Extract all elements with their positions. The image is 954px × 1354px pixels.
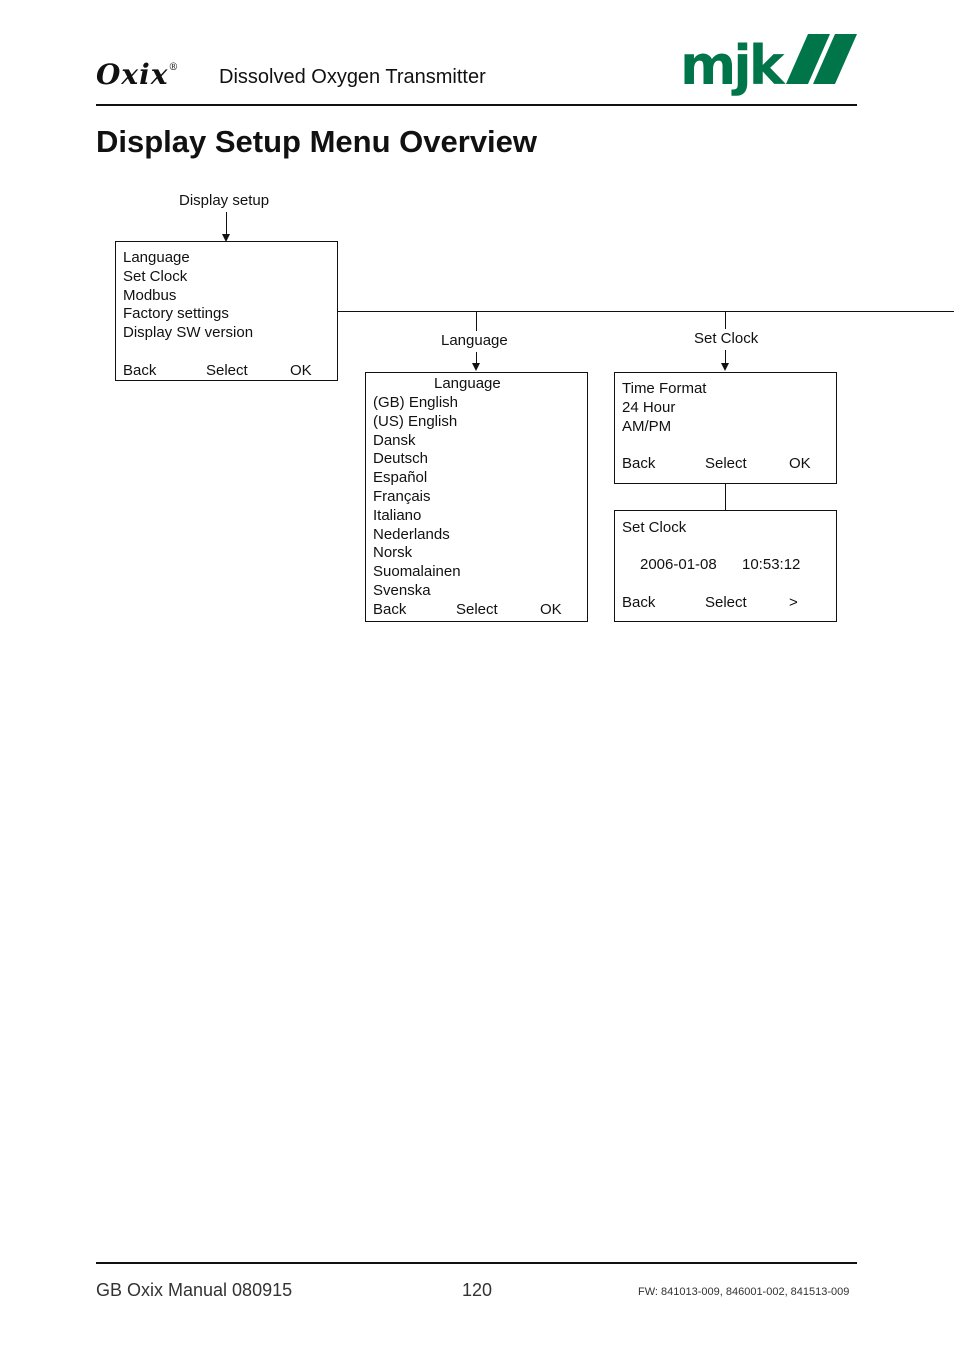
language-option: Svenska (373, 582, 431, 599)
clock-date: 2006-01-08 (640, 556, 717, 573)
menu-item-set-clock: Set Clock (123, 268, 188, 285)
softkey-select: Select (705, 455, 747, 472)
language-option: (GB) English (373, 394, 459, 411)
menu-item-language: Language (123, 249, 190, 266)
header-rule (96, 104, 857, 106)
mjk-logo (680, 30, 860, 102)
clock-connector-top (725, 311, 726, 329)
language-menu-box (365, 372, 588, 622)
language-option: Dansk (373, 432, 416, 449)
menu-item-modbus: Modbus (123, 287, 177, 304)
arrow-down-icon (472, 363, 480, 371)
clock-connector-bottom (725, 350, 726, 363)
root-label: Display setup (179, 192, 270, 209)
softkey-back: Back (373, 601, 407, 618)
language-option: Deutsch (373, 450, 429, 467)
language-option: Nederlands (373, 526, 450, 543)
softkey-next: > (789, 594, 798, 611)
language-connector-top (476, 311, 477, 331)
time-format-box (614, 372, 837, 484)
language-option: (US) English (373, 413, 458, 430)
language-branch-label: Language (441, 332, 508, 349)
language-option: Español (373, 469, 428, 486)
time-format-option-24h: 24 Hour (622, 399, 676, 416)
menu-item-display-sw-version: Display SW version (123, 324, 254, 341)
language-heading: Language (434, 375, 501, 392)
time-format-heading: Time Format (622, 380, 707, 397)
branch-line (338, 311, 954, 312)
softkey-ok: OK (540, 601, 562, 618)
footer-firmware: FW: 841013-009, 846001-002, 841513-009 (638, 1286, 850, 1298)
clock-time: 10:53:12 (742, 556, 801, 573)
softkey-back: Back (123, 362, 157, 379)
page-number: 120 (462, 1280, 493, 1300)
set-clock-heading: Set Clock (622, 519, 687, 536)
softkey-select: Select (705, 594, 747, 611)
set-clock-box (614, 510, 837, 622)
clock-branch-label: Set Clock (694, 330, 759, 347)
clock-inner-connector (725, 484, 726, 510)
main-menu-box (115, 241, 338, 381)
softkey-ok: OK (290, 362, 312, 379)
footer-manual-title: GB Oxix Manual 080915 (96, 1280, 293, 1300)
time-format-option-ampm: AM/PM (622, 418, 672, 435)
menu-item-factory-settings: Factory settings (123, 305, 229, 322)
softkey-back: Back (622, 594, 656, 611)
page-title: Display Setup Menu Overview (96, 124, 538, 159)
footer-rule (96, 1262, 857, 1264)
language-option: Italiano (373, 507, 422, 524)
language-option: Français (373, 488, 431, 505)
mjk-logo-text: mjk (680, 34, 782, 97)
softkey-select: Select (456, 601, 498, 618)
language-option: Suomalainen (373, 563, 461, 580)
header-subtitle: Dissolved Oxygen Transmitter (219, 66, 486, 88)
oxix-logo: Oxix® (96, 58, 180, 91)
softkey-ok: OK (789, 455, 811, 472)
root-connector (226, 212, 227, 234)
language-option: Norsk (373, 544, 413, 561)
arrow-down-icon (721, 363, 729, 371)
language-connector-bottom (476, 352, 477, 363)
softkey-back: Back (622, 455, 656, 472)
softkey-select: Select (206, 362, 248, 379)
